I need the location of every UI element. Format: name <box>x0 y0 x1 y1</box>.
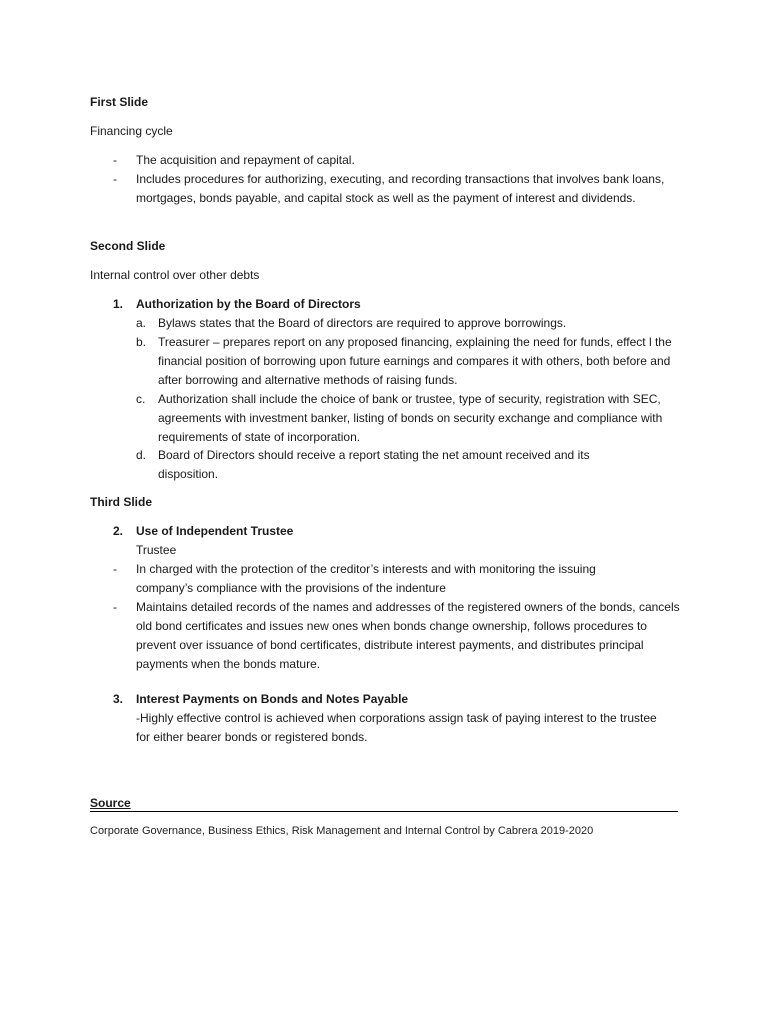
subitem-a-text: Bylaws states that the Board of directors are required to approve borrowings. <box>158 316 567 330</box>
first-slide-bullet-2: Includes procedures for authorizing, executing, and recording transactions that involves bank loans, mortgages, bonds payable, and capital stock as well as the payment of interest and dividends. <box>136 172 665 205</box>
first-slide-topic: Financing cycle <box>90 124 173 138</box>
second-slide-topic: Internal control over other debts <box>90 268 260 282</box>
source-citation: Corporate Governance, Business Ethics, Risk Management and Internal Control by Cabrera 2019-2020 <box>90 825 594 837</box>
item-2-subtitle: Trustee <box>136 543 177 557</box>
item-3-text: -Highly effective control is achieved when corporations assign task of paying interest to the trustee for either bearer bonds or registered bonds. <box>136 711 657 744</box>
item-2-bullet-1: In charged with the protection of the creditor’s interests and with monitoring the issuing company’s compliance with the provisions of the indenture <box>136 562 596 595</box>
item-2-bullet-2: Maintains detailed records of the names and addresses of the registered owners of the bonds, cancels old bond certificates and issues new ones when bonds change ownership, follows procedures to prevent over issuance of bond certificates, distribute interest payments, and distributes principal payments when the bonds mature. <box>136 600 680 671</box>
subitem-letter: d. <box>136 448 147 462</box>
item-1-title: Authorization by the Board of Directors <box>136 297 361 311</box>
subitem-c-text: Authorization shall include the choice of bank or trustee, type of security, registration with SEC, agreements with investment banker, listing of bonds on security exchange and compliance with requirements of state of incorporation. <box>158 392 663 444</box>
bullet-dash: - <box>113 153 117 167</box>
item-number: 3. <box>113 692 124 706</box>
subitem-letter: b. <box>136 335 147 349</box>
item-3-title: Interest Payments on Bonds and Notes Payable <box>136 692 409 706</box>
subitem-d-text: Board of Directors should receive a report stating the net amount received and its disposition. <box>158 448 590 481</box>
bullet-dash: - <box>113 562 117 576</box>
subitem-b-text: Treasurer – prepares report on any proposed financing, explaining the need for funds, effect l the financial position of borrowing upon future earnings and compares it with others, both before and after borrowing and alternative methods of raising funds. <box>158 335 672 387</box>
subitem-letter: c. <box>136 392 146 406</box>
item-2-title: Use of Independent Trustee <box>136 524 294 538</box>
first-slide-heading: First Slide <box>90 95 149 109</box>
second-slide-heading: Second Slide <box>90 239 166 253</box>
source-divider <box>90 811 678 812</box>
bullet-dash: - <box>113 172 117 186</box>
item-number: 1. <box>113 297 124 311</box>
third-slide-heading: Third Slide <box>90 495 153 509</box>
source-heading: Source <box>90 796 131 810</box>
item-number: 2. <box>113 524 124 538</box>
subitem-letter: a. <box>136 316 147 330</box>
bullet-dash: - <box>113 600 117 614</box>
first-slide-bullet-1: The acquisition and repayment of capital. <box>136 153 355 167</box>
